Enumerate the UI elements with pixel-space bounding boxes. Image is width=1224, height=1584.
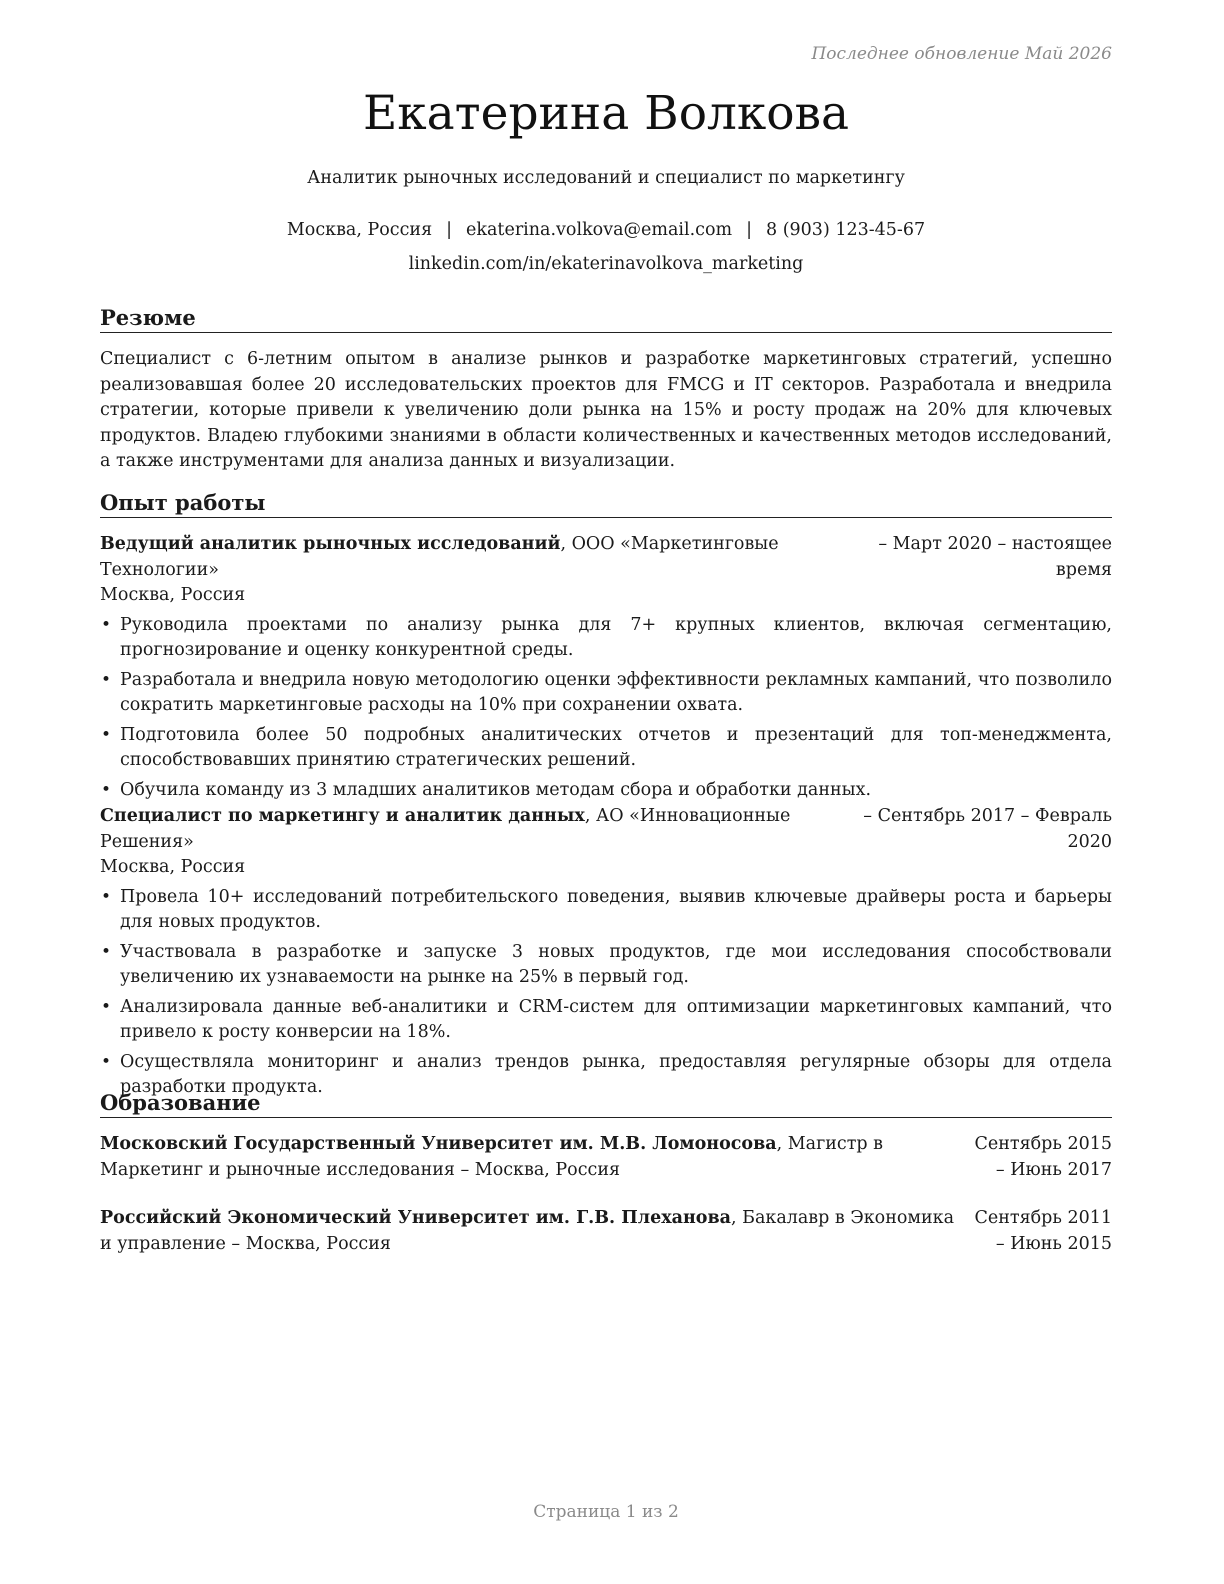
education-entry [100, 1132, 1112, 1183]
contact-linkedin[interactable]: linkedin.com/in/ekaterinavolkova_marketing [408, 254, 804, 274]
last-updated-note: Последнее обновление Май 2026 [811, 44, 1112, 64]
list-item: • Разработала и внедрила новую методологию оценки эффективности рекламных кампаний, что позволило сократить маркетинговые расходы на 10% при сохранении охвата. [120, 668, 1112, 719]
candidate-subtitle: Аналитик рыночных исследований и специалист по маркетингу [307, 168, 905, 188]
education-institution: Московский Государственный Университет им. М.В. Ломоносова [100, 1134, 777, 1154]
section-title-experience: Опыт работы [100, 490, 1112, 518]
education-degree: , Магистр в Маркетинг и рыночные исследования – Москва, Россия [100, 1134, 884, 1180]
education-details [100, 1206, 964, 1257]
list-item: • Подготовила более 50 подробных аналитических отчетов и презентаций для топ-менеджмента, способствовавших принятию стратегических решений. [120, 723, 1112, 774]
job-header [100, 804, 1112, 881]
contact-separator: | [746, 220, 753, 240]
resume-page [100, 0, 1112, 1584]
education-institution: Российский Экономический Университет им. Г.В. Плеханова [100, 1208, 731, 1228]
list-item: • Обучила команду из 3 младших аналитиков методам сбора и обработки данных. [120, 778, 1112, 804]
job-dates: – Сентябрь 2017 – Февраль 2020 [863, 806, 1112, 852]
list-item: • Провела 10+ исследований потребительского поведения, выявив ключевые драйверы роста и барьеры для новых продуктов. [120, 885, 1112, 936]
contact-separator: | [446, 220, 453, 240]
education-dates: Сентябрь 2015 – Июнь 2017 [974, 1134, 1112, 1180]
education-entry [100, 1206, 1112, 1257]
contact-email[interactable]: ekaterina.volkova@email.com [466, 220, 733, 240]
education-degree: , Бакалавр в Экономика и управление – Москва, Россия [100, 1208, 955, 1254]
job-bullets [100, 613, 1112, 804]
job-entry [100, 804, 1112, 1105]
list-item: • Осуществляла мониторинг и анализ трендов рынка, предоставляя регулярные обзоры для отдела разработки продукта. [120, 1050, 1112, 1101]
section-title-summary: Резюме [100, 305, 1112, 333]
job-location: Москва, Россия [100, 585, 246, 605]
contact-phone[interactable]: 8 (903) 123-45-67 [766, 220, 926, 240]
candidate-name: Екатерина Волкова [362, 86, 850, 141]
education-dates: Сентябрь 2011 – Июнь 2015 [974, 1208, 1112, 1254]
job-dates: – Март 2020 – настоящее время [878, 534, 1112, 580]
contact-line [100, 220, 1112, 240]
summary-text: Специалист с 6-летним опытом в анализе рынков и разработке маркетинговых стратегий, успешно реализовавшая более 20 исследовательских проектов для FMCG и IT секторов. Разработала и внедрила стратегии, которые привели к увеличению доли рынка на 15% и росту продаж на 20% для ключевых продуктов. Владею глубокими знаниями в области количественных и качественных методов исследований, а также инструментами для анализа данных и визуализации. [100, 349, 1112, 471]
job-position: Ведущий аналитик рыночных исследований [100, 534, 561, 554]
list-item: • Анализировала данные веб-аналитики и CRM-систем для оптимизации маркетинговых кампаний, что привело к росту конверсии на 18%. [120, 995, 1112, 1046]
job-location: Москва, Россия [100, 857, 246, 877]
education-details [100, 1132, 964, 1183]
contact-location: Москва, Россия [286, 220, 433, 240]
job-position-block [100, 532, 862, 609]
job-company: , АО «Инновационные Решения» [100, 806, 791, 852]
education-row [100, 1132, 1112, 1183]
job-bullets [100, 885, 1112, 1101]
list-item: • Участвовала в разработке и запуске 3 новых продуктов, где мои исследования способствовали увеличению их узнаваемости на рынке на 25% в первый год. [120, 940, 1112, 991]
section-title-education: Образование [100, 1090, 1112, 1118]
job-entry [100, 532, 1112, 807]
job-company: , ООО «Маркетинговые Технологии» [100, 534, 779, 580]
job-position-block [100, 804, 852, 881]
page-indicator: Страница 1 из 2 [533, 1502, 679, 1522]
job-position: Специалист по маркетингу и аналитик данных [100, 806, 585, 826]
list-item: • Руководила проектами по анализу рынка для 7+ крупных клиентов, включая сегментацию, прогнозирование и оценку конкурентной среды. [120, 613, 1112, 664]
education-row [100, 1206, 1112, 1257]
job-header [100, 532, 1112, 609]
